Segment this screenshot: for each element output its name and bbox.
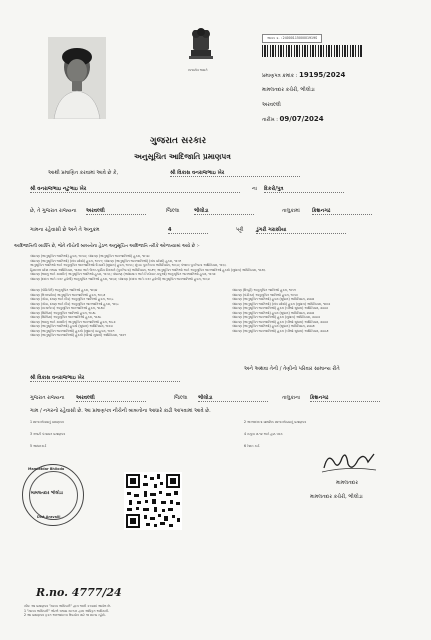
residence-village: કિશનગઢ	[310, 395, 380, 402]
order-item: બંધારણ (ચંડીગઢ) અનુસૂચિત જાતિઓ હુકમ, ૧૯૫૯	[232, 292, 299, 297]
order-item: બંધારણ (અનુસૂચિત જાતિઓ) હુકમ (સુધારા) અધિનિયમ, ૨૦૦૨	[232, 310, 315, 315]
handwritten-register-number: R.no. 4777/24	[36, 586, 122, 599]
tribe-name: ડુંગરી ગરાસીયા	[256, 227, 346, 234]
footnote: 2 આ પ્રમાણપત્ર ફક્ત અરજદારના ઉપયોગ માટે જ માન્ય રહેશે.	[24, 613, 106, 617]
district-suffix: જિલ્લા	[166, 208, 180, 214]
order-item: બંધારણ (અનુસૂચિત જનજાતિઓ) હુકમો (બીજો સુધારા) અધિનિયમ, ૧૯૯૧	[30, 333, 127, 337]
stamp-top-text: Mamlatdar Bhiloda	[28, 467, 65, 471]
documents-left	[30, 420, 220, 456]
order-item: બંધારણ (પોંડિચેરી) અનુસૂચિત જાતિઓ હુકમ, ૧૯૬૪	[30, 288, 98, 292]
office-stamp	[22, 464, 84, 526]
certificate-number-label: પ્રમાણપત્ર ક્રમાંક :	[262, 73, 298, 79]
signature-mark	[318, 448, 378, 478]
barcode	[262, 45, 362, 57]
order-item: બંધારણ (અનુસૂચિત જાતિઓ) હુકમો (સુધારા) અધિનિયમ, ૧૯૯૦	[30, 324, 113, 328]
stamp-middle-text: મામલતદાર ભીલોડા	[31, 490, 63, 495]
order-item: બંધારણ (નાગાલેન્ડ) અનુસૂચિત જનજાતિઓ હુકમ, ૧૯૭૦	[30, 306, 105, 310]
intro-text: આથી પ્રમાણિત કરવામાં આવે છે કે,	[48, 170, 119, 176]
serial-number: 4	[168, 227, 208, 234]
application-number: આવક ક્ર. : 2400011500001919S	[262, 34, 322, 43]
signature-office: મામલતદાર કચેરી, ભીલોડા	[310, 494, 363, 500]
order-item: બંધારણ (ગોવા, દમણ અને દીવ) અનુસૂચિત જાતિઓ હુકમ, ૧૯૬૮	[30, 297, 114, 301]
father-name: શ્રી વનરાજભાઇ નટુભાઇ ખેર	[30, 186, 240, 193]
orders-mid-left	[30, 288, 225, 338]
resident-person: શ્રી વિકાસ વનરાજભાઇ ખેર	[30, 375, 180, 382]
residence-taluka-suffix: તાલુકાના	[282, 395, 301, 401]
taluka-suffix: તાલુકામાં	[282, 208, 300, 214]
order-item: બંધારણ (અનુસૂચિત જાતિઓ) હુકમ, ૧૯૫૦; બંધારણ (અનુસૂચિત જનજાતિઓ) હુકમ, ૧૯૫૦	[30, 254, 150, 258]
document-item: 5 આધારકાર્ડ	[30, 444, 47, 448]
order-item: બંધારણ (અનુસૂચિત જાતિઓ) (સંઘ પ્રદેશો) હુકમ (સુધારા) અધિનિયમ, ૧૯૯૨	[232, 301, 331, 306]
emblem-caption: સત્યમેવ જયતે	[188, 68, 208, 72]
government-title: ગુજરાત સરકાર	[150, 136, 207, 146]
order-item: બંધારણ (અનુસૂચિત જાતિઓ) (સંઘ પ્રદેશો) હુકમ, ૧૯૫૧; બંધારણ (અનુસૂચિત જનજાતિઓ) (સંઘ પ્રદેશો) હુકમ, ૧૯૫૧	[30, 258, 182, 263]
office-line: મામલતદાર કચેરી, ભીલોડા	[262, 87, 315, 93]
state-line: છે, તે ગુજરાત રાજ્યના	[30, 208, 77, 214]
order-item: બંધારણ (અનુસૂચિત જનજાતિઓ) હુકમો (સુધારા) વટહુકમ, ૧૯૯૧	[30, 328, 115, 333]
order-item: અનુસૂચિત જાતિઓ અને અનુસૂચિત જનજાતિઓની યાદી (સુધારા) હુકમ, ૧૯૫૬; મુંબઇ પુનર્રચના અધિનિયમ, ૧૯૬૦; પંજાબ પુનર્રચના અધિનિયમ, ૧૯૬૬	[30, 263, 227, 267]
order-item: બંધારણ (સિક્કિમ) અનુસૂચિત જાતિઓ હુકમ, ૧૯૭૮	[30, 310, 97, 315]
order-item: બંધારણ (ગોવા, દમણ અને દીવ) અનુસૂચિત જનજાતિઓ હુકમ, ૧૯૬૮	[30, 301, 120, 306]
certificate-title: અનુસૂચિત આદિજાતિ પ્રમાણપત્ર	[134, 152, 231, 161]
document-item: 4 નમૂના ૭-૧૨ અને હક્ક પત્રક	[244, 432, 283, 436]
signature-title: મામલતદાર	[336, 480, 358, 486]
residence-taluka: ભીલોડા	[198, 395, 268, 402]
order-item: બંધારણ (અનુસૂચિત જાતિઓ) હુકમ (સુધારા) અધિનિયમ, ૨૦૦૨	[232, 297, 315, 301]
state-prefix: ગુજરાત રાજ્યના	[30, 395, 65, 401]
certificate-number: 19195/2024	[298, 71, 346, 79]
document-item: 1 શાળા છોડ્યાનું પ્રમાણપત્ર	[30, 420, 64, 424]
document-item: 6 રેશન કાર્ડ	[244, 444, 260, 448]
issue-date: 09/07/2024	[279, 115, 324, 123]
order-item: બંધારણ (અનુસૂચિત જનજાતિઓ) હુકમ (બીજો સુધારા) અધિનિયમ, ૨૦૦૨	[232, 306, 328, 310]
order-item: બંધારણ (અનુસૂચિત જનજાતિઓ) હુકમ (સુધારા) અધિનિયમ, ૨૦૦૩	[232, 315, 320, 319]
document-item: 3 તલાટી પંચાયત પ્રમાણપત્ર	[30, 432, 66, 436]
order-item: બંધારણ (જમ્મુ અને કાશ્મીર) અનુસૂચિત જનજાતિઓ હુકમ, ૧૯૮૯	[30, 319, 116, 324]
caste-line: ગામના રહેવાસી છે અને તે અનુક્રમ	[30, 227, 100, 233]
applicant-name: શ્રી વિકાસ વનરાજભાઇ ખેર	[170, 170, 300, 177]
certificate-number-row	[262, 72, 345, 79]
order-item: બંધારણ (દિલ્હી) અનુસૂચિત જાતિઓ હુકમ, ૧૯૫૧	[232, 288, 296, 292]
order-item: બંધારણ (સિક્કિમ) અનુસૂચિત જનજાતિઓ હુકમ, ૧૯૭૮	[30, 315, 102, 319]
date-row	[262, 116, 324, 123]
order-item: બંધારણ (દાદરા અને નગર હવેલી) અનુસૂચિત જાતિઓ હુકમ, ૧૯૬૨; બંધારણ (દાદરા અને નગર હવેલી) અનુસૂચિત જનજાતિઓ હુકમ, ૧૯૬૨	[30, 276, 210, 281]
residence-district-suffix: જિલ્લા	[174, 395, 188, 401]
stamp-bottom-text: Dist Aravalli	[37, 515, 61, 519]
date-label: તારીખ :	[262, 117, 278, 123]
order-item: બંધારણ (અનુસૂચિત જનજાતિઓ) હુકમ (બીજો સુધારા) અધિનિયમ, ૨૦૦૨	[232, 319, 328, 324]
order-item: હિમાચલ પ્રદેશ રાજ્ય અધિનિયમ, ૧૯૭૦ અને ઉત્તર-પૂર્વીય વિસ્તારો (પુનર્રચના) અધિનિયમ, ૧૯૭૧; અનુસૂચિત જાતિઓ અને અનુસૂચિત જનજાતિઓ હુકમો (સુધારા) અધિનિયમ, ૧૯૭૬	[30, 267, 266, 272]
applicant-photo	[48, 37, 106, 119]
footnotes	[24, 604, 419, 618]
district-value: અરવલ્લી	[86, 208, 146, 215]
order-item: બંધારણ (ઉત્તરપ્રદેશ) અનુસૂચિત જનજાતિઓ હુકમ, ૧૯૬૭	[30, 292, 106, 297]
order-item: બંધારણ (અનુસૂચિત જનજાતિઓ) હુકમ (બીજો સુધારા) અધિનિયમ, ૨૦૦૭	[232, 328, 329, 333]
qr-code	[124, 472, 182, 530]
order-item: બંધારણ (જમ્મુ અને કાશ્મીર) અનુસૂચિત જાતિઓ હુકમ, ૧૯૫૬; બંધારણ (આંદામાન અને નિકોબાર ટાપુઓ) અનુસૂચિત જનજાતિઓ હુકમ, ૧૯૫૯	[30, 272, 216, 276]
footnote: 1 "માન્ય અધિકારી" એટલે રાજ્ય સરકાર દ્વારા અધિકૃત અધિકારી.	[24, 608, 110, 613]
orders-left	[30, 254, 410, 281]
village-value: કિશનગઢ	[312, 208, 372, 215]
recognized-line: આદિજાતિની વ્યક્તિ છે, જેને નીચેની બાબતોના હેઠળ અનુસૂચિત આદિજાતિ તરીકે ઓળખવામાં આવે છે :-	[14, 244, 200, 249]
relation: દિકરો/પુત્ર	[264, 186, 344, 193]
residence-district: અરવલ્લી	[76, 395, 146, 402]
footnote: નોંધ: આ પ્રમાણપત્ર "માન્ય અધિકારી" દ્વારા જારી કરવામાં આવેલ છે.	[24, 604, 111, 608]
district-line: અરવલ્લી	[262, 102, 281, 108]
state-emblem	[184, 26, 218, 66]
village-line: ગામ / નગરનો રહેવાસી છે. આ પ્રમાણપત્ર નીચેની બાબતોના આધારે કાઢી આપવામાં આવે છે.	[30, 408, 211, 414]
and-line: અને અથવા તેની / તેણીનો પરિવાર સામાન્ય રીતે	[244, 366, 340, 372]
order-item: બંધારણ (અનુસૂચિત જાતિઓ) હુકમ (સુધારા) અધિનિયમ, ૨૦૦૭	[232, 324, 315, 328]
na-label: ના	[252, 186, 257, 192]
stamp-inner-ring	[29, 471, 78, 520]
patti-label: પટ્ટી	[236, 227, 244, 233]
document-item: 2 અરજદારના પ્રાથમિક શાળા છોડયાનું પ્રમાણપત્ર	[244, 420, 307, 424]
orders-mid-right	[232, 288, 417, 333]
taluka-value: ભીલોડા	[194, 208, 254, 215]
